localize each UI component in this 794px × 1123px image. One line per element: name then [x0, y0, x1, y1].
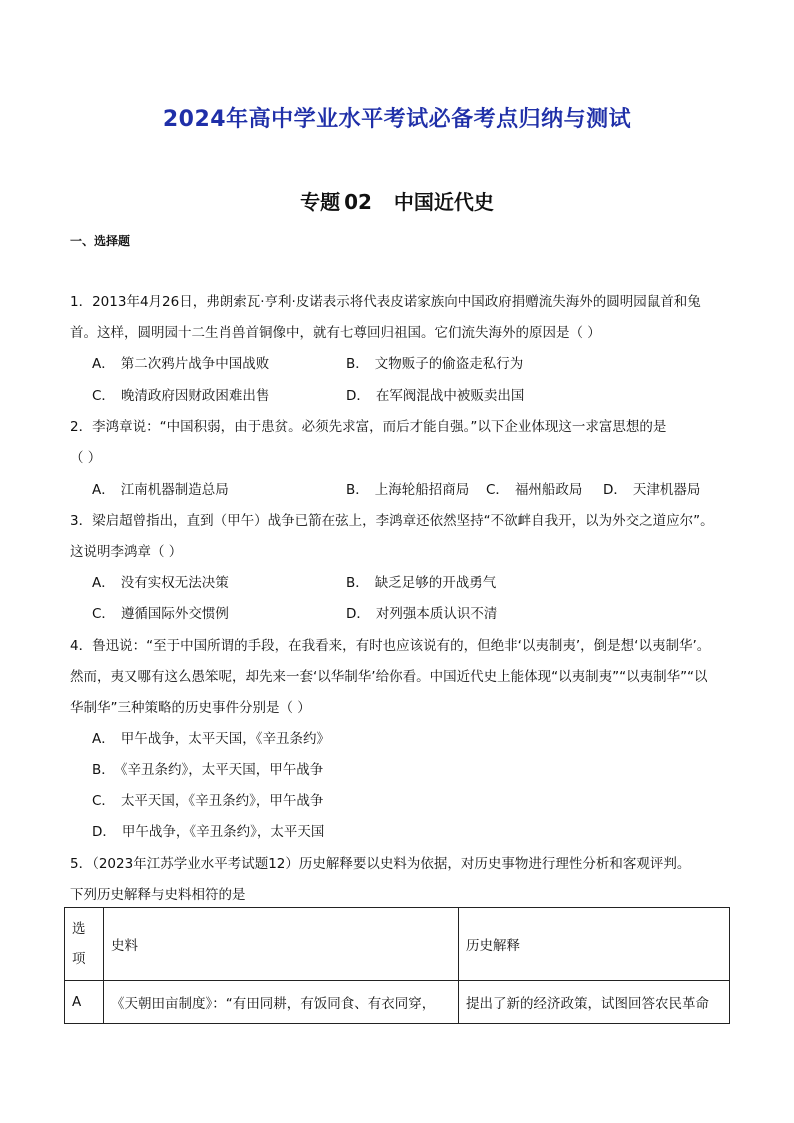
question-4-option-a[interactable]: A． 甲午战争，太平天国，《辛丑条约》 [92, 731, 330, 747]
question-3-option-c[interactable]: C． 遵循国际外交惯例 [92, 606, 229, 622]
section-heading: 一、选择题 [70, 234, 131, 248]
question-5-line-2: 下列历史解释与史料相符的是 [70, 887, 246, 903]
question-1-option-a[interactable]: A． 第二次鸦片战争中国战败 [92, 356, 270, 372]
question-3-line-2: 这说明李鸿章（ ） [70, 544, 183, 560]
table-header-row [65, 908, 730, 981]
question-3-line-1: 3．梁启超曾指出，直到（甲午）战争已箭在弦上，李鸿章还依然坚持“不欲衅自我开，以为外交之道应尔”。 [70, 513, 714, 529]
question-2-line-1: 2．李鸿章说：“中国积弱，由于患贫。必须先求富，而后才能自强。”以下企业体现这一求富思想的是 [70, 419, 667, 435]
question-1-line-1: 1．2013年4月26日，弗朗索瓦·亨利·皮诺表示将代表皮诺家族向中国政府捐赠流失海外的圆明园鼠首和兔 [70, 294, 701, 310]
question-5-table [64, 907, 730, 1024]
table-header-source: 史料 [104, 908, 459, 981]
question-4-option-d[interactable]: D． 甲午战争，《辛丑条约》，太平天国 [92, 824, 325, 840]
question-3-option-d[interactable]: D． 对列强本质认识不清 [346, 606, 498, 622]
document-title: 2024年高中学业水平考试必备考点归纳与测试 [162, 107, 632, 132]
question-3-option-b[interactable]: B． 缺乏足够的开战勇气 [346, 575, 497, 591]
question-1-option-c[interactable]: C． 晚清政府因财政困难出售 [92, 388, 270, 404]
table-cell-explanation: 提出了新的经济政策，试图回答农民革命 [459, 981, 730, 1024]
topic-label: 专题 [300, 190, 341, 214]
topic-name: 中国近代史 [393, 190, 494, 214]
table-cell-option: A [65, 981, 104, 1024]
question-3-option-a[interactable]: A． 没有实权无法决策 [92, 575, 229, 591]
question-4-option-b[interactable]: B． 《辛丑条约》，太平天国，甲午战争 [92, 762, 324, 778]
topic-number: 02 [344, 190, 372, 214]
question-2-option-b[interactable]: B． 上海轮船招商局 [346, 482, 470, 498]
question-2-option-d[interactable]: D． 天津机器局 [603, 482, 701, 498]
table-row[interactable] [65, 981, 730, 1024]
question-4-line-3: 华制华”三种策略的历史事件分别是（ ） [70, 700, 311, 716]
question-2-line-2: （ ） [70, 450, 102, 466]
question-1-option-b[interactable]: B． 文物贩子的偷盗走私行为 [346, 356, 524, 372]
table-header-option: 选项 [65, 908, 104, 981]
question-4-line-2: 然而，夷又哪有这么愚笨呢，却先来一套‘以华制华’给你看。中国近代史上能体现“以夷制夷”“以夷制华”“以 [70, 669, 708, 685]
topic-title [0, 186, 794, 215]
question-1-option-d[interactable]: D． 在军阀混战中被贩卖出国 [346, 388, 525, 404]
question-4-option-c[interactable]: C． 太平天国，《辛丑条约》，甲午战争 [92, 793, 324, 809]
question-5-line-1: 5．（2023年江苏学业水平考试题12）历史解释要以史料为依据，对历史事物进行理性分析和客观评判。 [70, 856, 691, 872]
question-4-line-1: 4．鲁迅说：“至于中国所谓的手段，在我看来，有时也应该说有的，但绝非‘以夷制夷’，倒是想‘以夷制华’。 [70, 638, 711, 654]
question-1-line-2: 首。这样，圆明园十二生肖兽首铜像中，就有七尊回归祖国。它们流失海外的原因是（ ） [70, 325, 601, 341]
question-2-option-c[interactable]: C． 福州船政局 [486, 482, 583, 498]
table-header-explanation: 历史解释 [459, 908, 730, 981]
question-2-option-a[interactable]: A． 江南机器制造总局 [92, 482, 229, 498]
table-cell-source: 《天朝田亩制度》：“有田同耕，有饭同食、有衣同穿， [104, 981, 459, 1024]
